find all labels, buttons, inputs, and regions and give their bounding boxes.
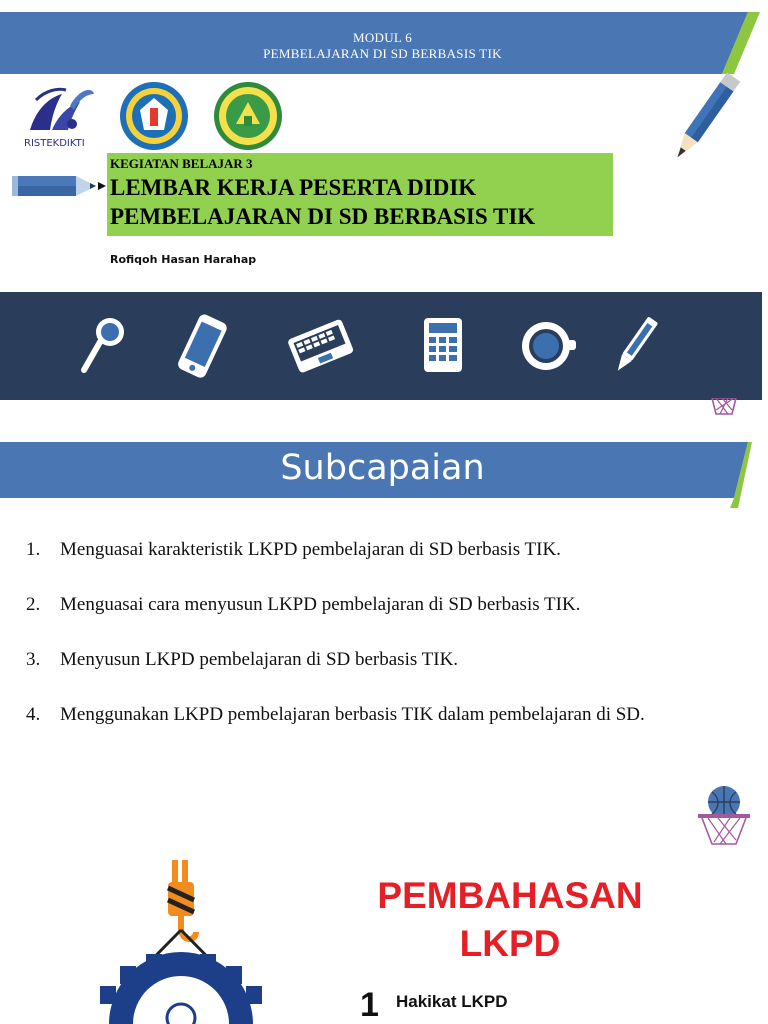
author-name: Rofiqoh Hasan Harahap	[110, 253, 257, 266]
list-item-text: Menggunakan LKPD pembelajaran berbasis TIK dalam pembelajaran di SD.	[60, 704, 645, 725]
title-box	[107, 153, 613, 236]
list-item-number: 2.	[26, 594, 41, 615]
list-item-text: Menyusun LKPD pembelajaran di SD berbasis TIK.	[60, 649, 459, 670]
basketball-hoop-icon	[696, 784, 752, 848]
pembahasan-line-1: PEMBAHASAN	[377, 875, 643, 916]
logo-row	[22, 80, 292, 152]
pencil-icon	[668, 62, 743, 174]
list-item-number: 3.	[26, 649, 41, 670]
modul-subtitle: PEMBELAJARAN DI SD BERBASIS TIK	[263, 46, 502, 61]
list-item-text: Menguasai cara menyusun LKPD pembelajaran di SD berbasis TIK.	[60, 594, 581, 615]
ristekdikti-text: RISTEKDIKTI	[24, 138, 85, 149]
subcapaian-heading: Subcapaian	[280, 448, 485, 488]
pembahasan-item-label: Hakikat LKPD	[396, 992, 508, 1011]
subcapaian-banner	[0, 440, 750, 508]
calculator-icon	[420, 314, 466, 376]
university-logo	[212, 80, 284, 152]
header-text	[0, 30, 765, 62]
kegiatan-label: KEGIATAN BELAJAR 3	[110, 156, 253, 171]
pembahasan-line-2: LKPD	[459, 923, 561, 964]
pembahasan-heading	[330, 872, 690, 968]
laptop-icon	[282, 314, 360, 380]
list-item	[26, 536, 746, 563]
title-line-2: PEMBELAJARAN DI SD BERBASIS TIK	[110, 204, 536, 229]
list-item	[26, 591, 746, 618]
list-item	[26, 646, 746, 673]
crane-gear-icon	[86, 858, 286, 1024]
subcapaian-list	[26, 536, 746, 756]
pencil-arrow-icon	[12, 170, 108, 202]
ristekdikti-logo	[22, 80, 102, 152]
list-item-text: Menguasai karakteristik LKPD pembelajaran di SD berbasis TIK.	[60, 539, 561, 560]
pembahasan-item-number: 1	[360, 986, 379, 1024]
header-banner	[0, 12, 748, 74]
list-item	[26, 701, 746, 728]
magnifier-icon	[78, 314, 128, 376]
list-item-number: 1.	[26, 539, 41, 560]
title-line-1: LEMBAR KERJA PESERTA DIDIK	[110, 175, 477, 200]
icon-band	[0, 292, 762, 400]
pen-icon	[610, 314, 660, 378]
tut-wuri-handayani-logo	[110, 80, 198, 152]
coffee-cup-icon	[518, 314, 578, 376]
list-item-number: 4.	[26, 704, 41, 725]
basketball-net-icon	[708, 398, 740, 418]
smartphone-icon	[172, 314, 232, 380]
modul-number: MODUL 6	[352, 30, 413, 45]
